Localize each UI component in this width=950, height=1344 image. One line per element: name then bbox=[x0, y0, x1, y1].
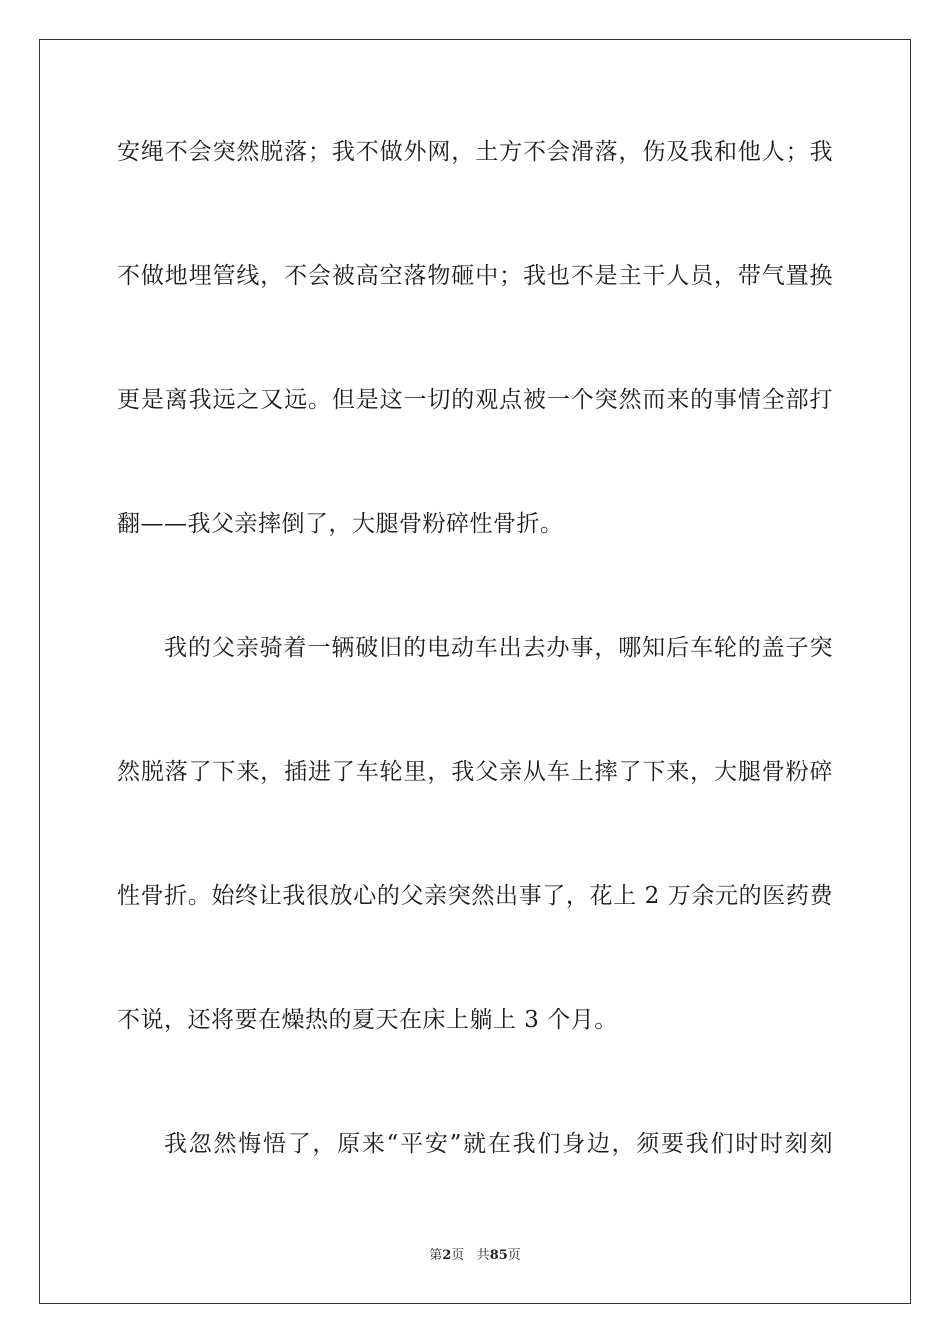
paragraph-line-3: 更是离我远之又远。但是这一切的观点被一个突然而来的事情全部打 bbox=[117, 387, 833, 413]
paragraph-line-6: 然脱落了下来，插进了车轮里，我父亲从车上摔了下来，大腿骨粉碎 bbox=[117, 759, 833, 785]
paragraph-line-4: 翻——我父亲摔倒了，大腿骨粉碎性骨折。 bbox=[117, 511, 564, 537]
paragraph-line-5: 我的父亲骑着一辆破旧的电动车出去办事，哪知后车轮的盖子突 bbox=[164, 635, 833, 661]
paragraph-line-8: 不说，还将要在燥热的夏天在床上躺上 3 个月。 bbox=[117, 1007, 618, 1033]
page-footer bbox=[0, 1247, 950, 1265]
page-number: 2 bbox=[442, 1248, 452, 1263]
page-prefix: 第 bbox=[429, 1248, 443, 1263]
paragraph-line-9: 我忽然悔悟了，原来“平安”就在我们身边，须要我们时时刻刻 bbox=[164, 1131, 833, 1157]
paragraph-line-1: 安绳不会突然脱落；我不做外网，土方不会滑落，伤及我和他人；我 bbox=[117, 139, 833, 165]
total-suffix: 页 bbox=[507, 1248, 521, 1263]
total-pages: 85 bbox=[489, 1248, 508, 1263]
page-suffix: 页 bbox=[451, 1248, 465, 1263]
paragraph-line-2: 不做地埋管线，不会被高空落物砸中；我也不是主干人员，带气置换 bbox=[117, 263, 833, 289]
page-border bbox=[39, 39, 911, 1304]
total-prefix: 共 bbox=[476, 1248, 490, 1263]
paragraph-line-7: 性骨折。始终让我很放心的父亲突然出事了，花上 2 万余元的医药费 bbox=[117, 883, 833, 909]
